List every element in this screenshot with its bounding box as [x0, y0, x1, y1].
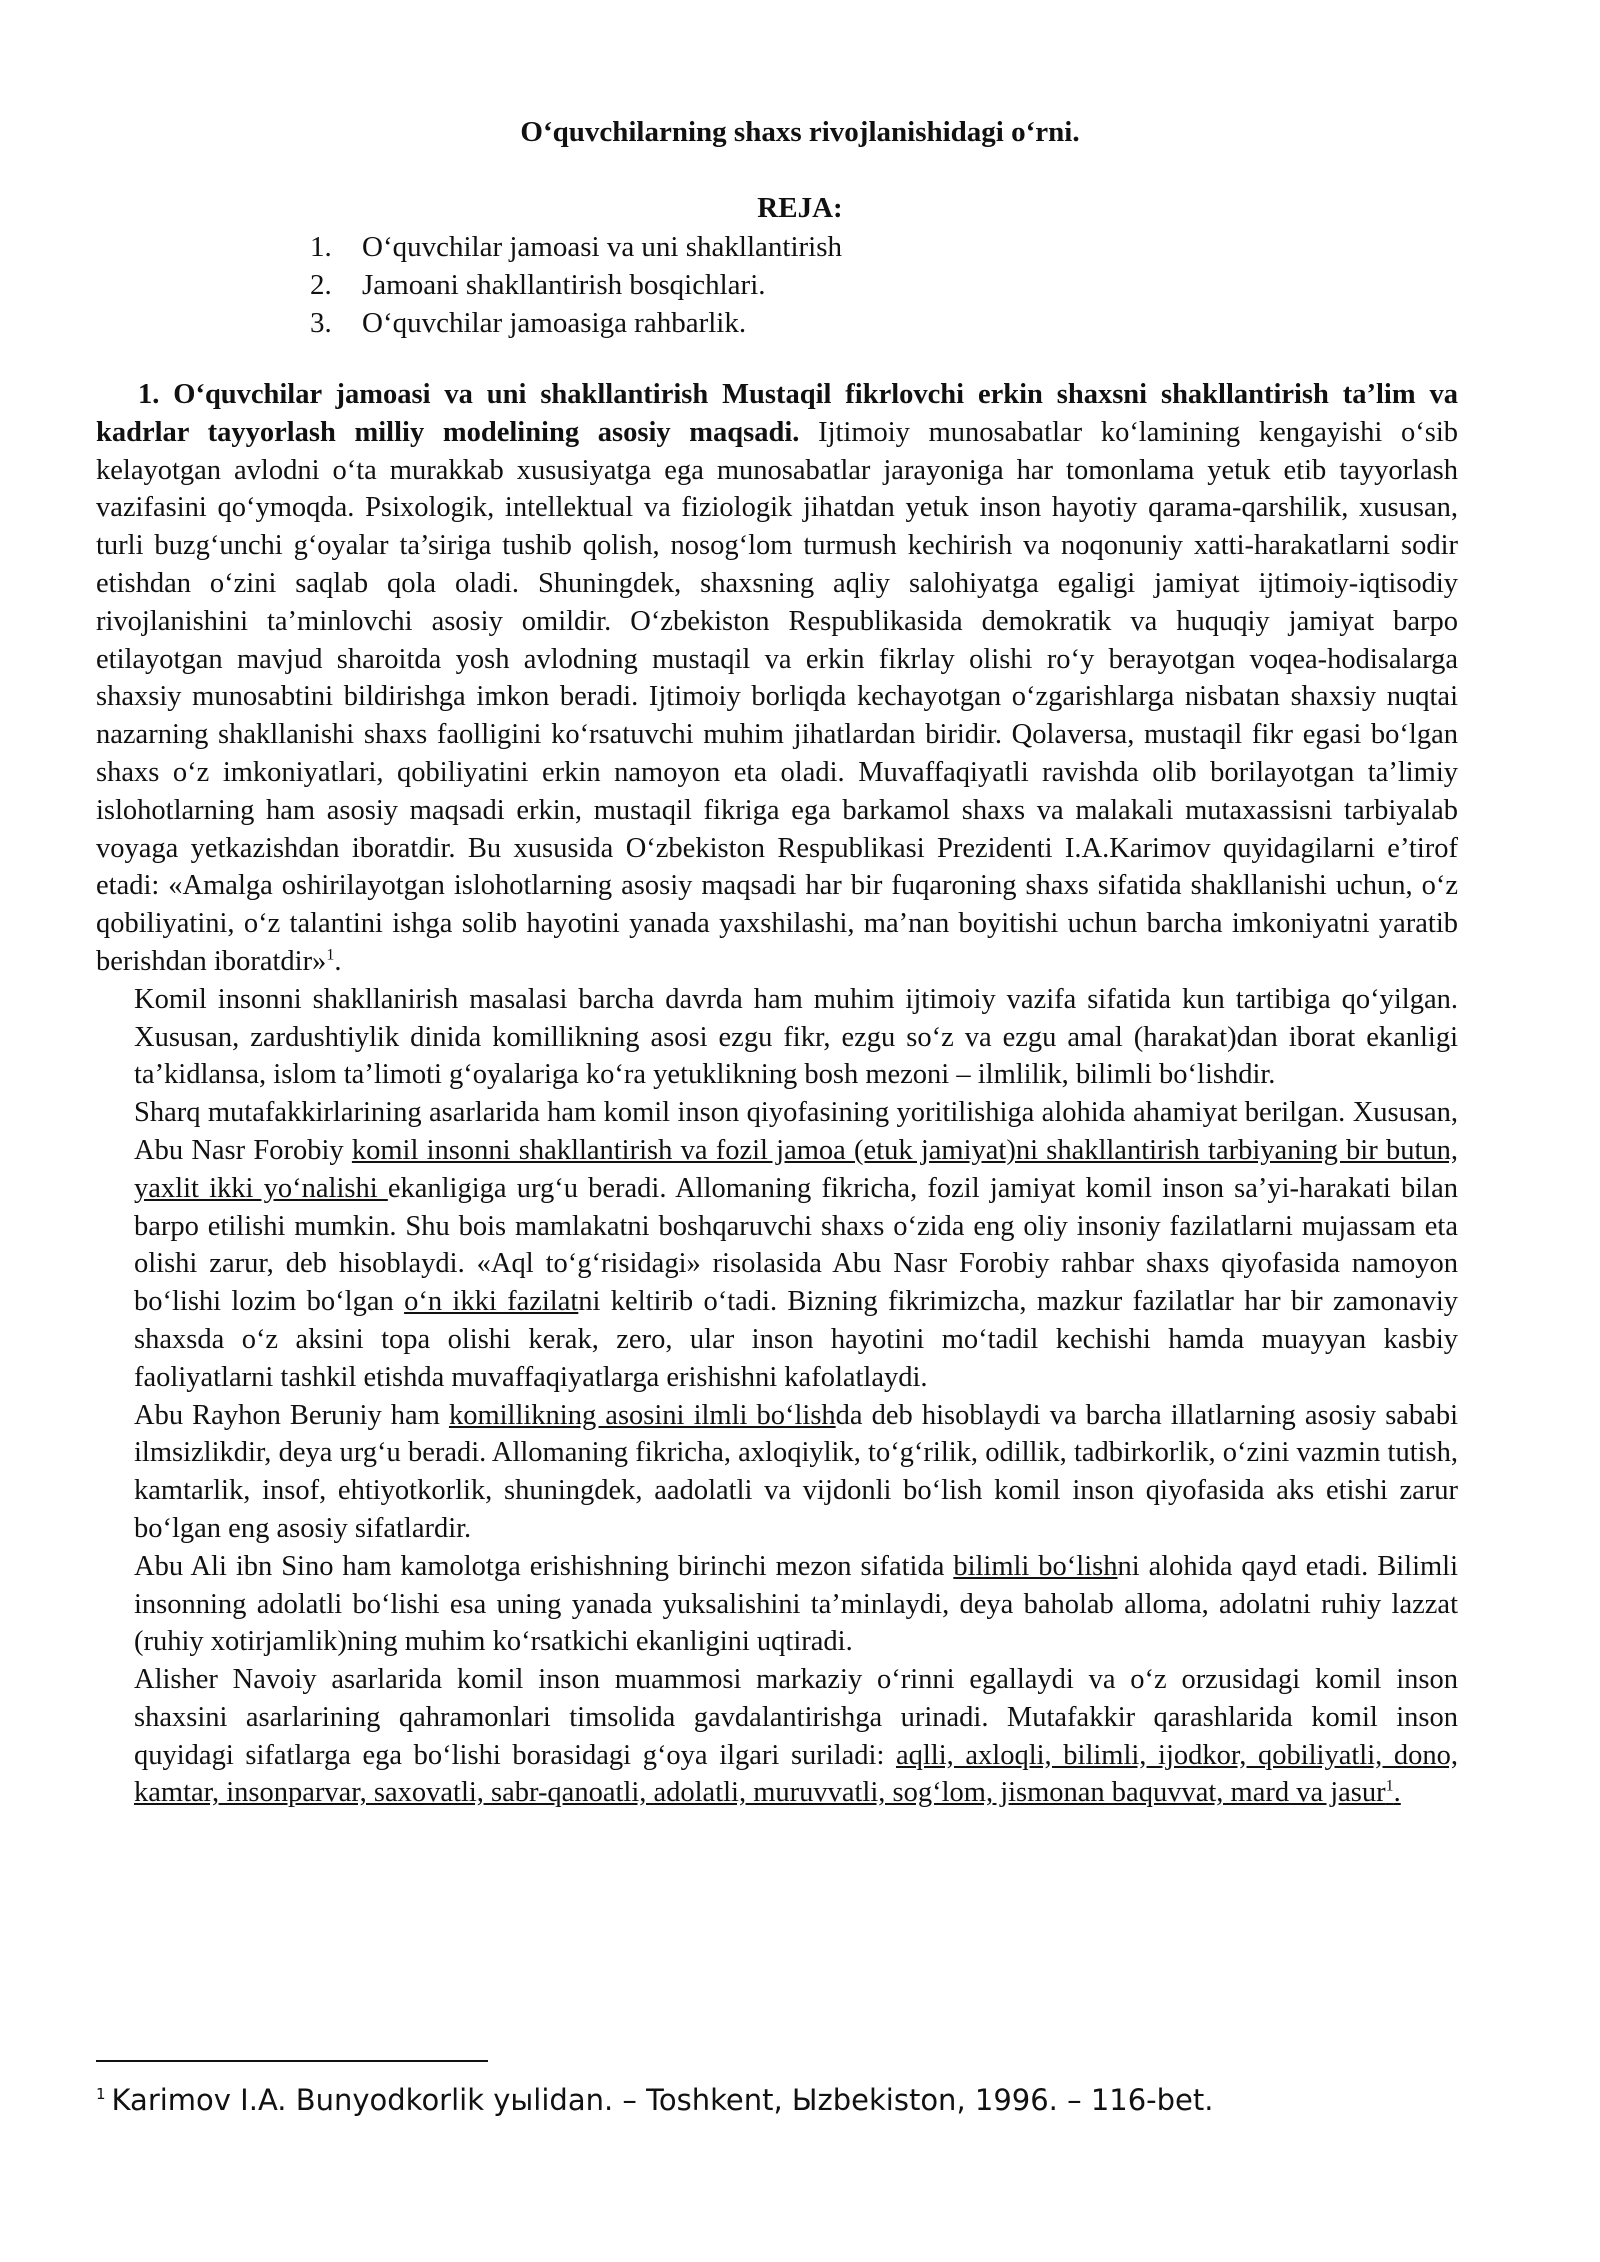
footnote-number: 1: [96, 2085, 106, 2104]
footnote-ref[interactable]: 1: [1385, 1777, 1394, 1795]
underlined-text: komil insonni shakllantirish va fozil jamoa (etuk jamiyat)ni shakllantirish tarbiyaning bir butun, yaxlit ikki yo‘nalishi: [134, 1134, 1458, 1204]
paragraph-navoiy: [96, 1661, 1458, 1812]
plan-item-number: 2.: [310, 269, 332, 301]
paragraph-text: Abu Ali ibn Sino ham kamolotga erishishning birinchi mezon sifatida: [134, 1550, 954, 1582]
plan-item: [310, 304, 842, 342]
plan-list: [310, 228, 842, 342]
paragraph-end: .: [334, 945, 342, 977]
section-heading: 1. O‘quvchilar jamoasi va uni shakllantirish Mustaqil fikrlovchi erkin shaxsni shakllantirish ta’lim va kadrlar tayyorlash milliy modelining asosiy maqsadi.: [96, 379, 1458, 448]
plan-item: [310, 266, 842, 304]
plan-item-text: O‘quvchilar jamoasiga rahbarlik.: [362, 307, 747, 339]
paragraph-komil-inson: Komil insonni shakllanirish masalasi barcha davrda ham muhim ijtimoiy vazifa sifatida kun tartibiga qo‘yilgan. Xususan, zardushtiylik dinida komillikning asosi ezgu fikr, ezgu so‘z va ezgu amal (harakat)dan iborat ekanligi ta’kidlansa, islom ta’limoti g‘oyalariga ko‘ra yetuklikning bosh mezoni – ilmlilik, bilimli bo‘lishdir.: [134, 983, 1458, 1091]
paragraph-text: Alisher Navoiy asarlarida komil inson muammosi markaziy o‘rinni egallaydi va o‘z orzusidagi komil inson shaxsini asarlarining qahramonlari timsolida gavdalantirishga urinadi. Mutafakkir qarashlarida komil inson quyidagi sifatlarga ega bo‘lishi borasidagi g‘oya ilgari suriladi:: [134, 1664, 1458, 1771]
footnote: [96, 2080, 1496, 2120]
plan-item-text: Jamoani shakllantirish bosqichlari.: [362, 269, 766, 301]
underlined-text: bilimli bo‘lish: [953, 1550, 1118, 1582]
plan-item-number: 1.: [310, 231, 332, 263]
underlined-text: komillikning asosini ilmli bo‘lish: [448, 1399, 836, 1431]
footnote-ref[interactable]: 1: [326, 946, 335, 964]
body-text: [96, 376, 1458, 1812]
paragraph-text: da deb hisoblaydi va barcha illatlarning asosiy sababi ilmsizlikdir, deya urg‘u beradi. Allomaning fikricha, axloqiylik, to‘g‘rilik, odillik, tadbirkorlik, o‘zini vazmin tutish, kamtarlik, insof, ehtiyotkorlik, shuningdek, aadolatli va vijdonli bo‘lish komil inson qiyofasida aks etishi zarur bo‘lgan eng asosiy sifatlardir.: [134, 1399, 1458, 1544]
paragraph-intro: [96, 376, 1458, 981]
paragraph-beruniy: [96, 1397, 1458, 1548]
paragraph-text: Ijtimoiy munosabatlar ko‘lamining kengayishi o‘sib kelayotgan avlodni o‘ta murakkab xususiyatga ega munosabatlar jarayoniga har tomonlama yetuk etib tayyorlash vazifasini qo‘ymoqda. Psixologik, intellektual va fiziologik jihatdan yetuk inson hayotiy qarama-qarshilik, xususan, turli buzg‘unchi g‘oyalar ta’siriga tushib qolish, nosog‘lom turmush kechirish va noqonuniy xatti-harakatlarni sodir etishdan o‘zini saqlab qola oladi. Shuningdek, shaxsning aqliy salohiyatga egaligi jamiyat ijtimoiy-iqtisodiy rivojlanishini ta’minlovchi asosiy omildir. O‘zbekiston Respublikasida demokratik va huquqiy jamiyat barpo etilayotgan mavjud sharoitda yosh avlodning mustaqil va erkin fikrlay olishi ro‘y berayotgan voqea-hodisalarga shaxsiy munosabtini bildirishga imkon beradi. Ijtimoiy borliqda kechayotgan o‘zgarishlarga nisbatan shaxsiy nuqtai nazarning shakllanishi shaxs faolligini ko‘rsatuvchi muhim jihatlardan biridir. Qolaversa, mustaqil fikr egasi bo‘lgan shaxs o‘z imkoniyatlari, qobiliyatini erkin namoyon eta oladi. Muvaffaqiyatli ravishda olib borilayotgan ta’limiy islohotlarning ham asosiy maqsadi erkin, mustaqil fikriga ega barkamol shaxs va malakali mutaxassisni tarbiyalab voyaga yetkazishdan iboratdir. Bu xususida O‘zbekiston Respublikasi Prezidenti I.A.Karimov quyidagilarni e’tirof etadi: «Amalga oshirilayotgan islohotlarning asosiy maqsadi har bir fuqaroning shaxs sifatida shakllanishi uchun, o‘z qobiliyatini, o‘z talantini ishga solib hayotini yanada yaxshilashi, ma’nan boyitishi uchun barcha imkoniyatni yaratib berishdan iboratdir»: [96, 416, 1458, 977]
paragraph-text: Abu Rayhon Beruniy ham: [134, 1399, 449, 1431]
underlined-text: o‘n ikki fazilat: [404, 1286, 579, 1318]
paragraph-text: ni alohida qayd etadi. Bilimli insonning adolatli bo‘lishi esa uning yanada yuksalishini ta’minlaydi, deya baholab alloma, adolatni ruhiy lazzat (ruhiy xotirjamlik)ning muhim ko‘rsatkichi ekanligini uqtiradi.: [134, 1550, 1459, 1658]
paragraph-forobiy: [96, 1094, 1458, 1396]
plan-item-number: 3.: [310, 307, 332, 339]
paragraph-end: .: [1393, 1777, 1401, 1809]
paragraph-text: Sharq mutafakkirlarining asarlarida ham komil inson qiyofasining yoritilishiga alohida ahamiyat berilgan. Xususan, Abu Nasr Forobiy: [134, 1097, 1458, 1166]
paragraph-ibn-sino: [96, 1548, 1458, 1661]
plan-item: [310, 228, 842, 266]
plan-item-text: O‘quvchilar jamoasi va uni shakllantirish: [362, 231, 843, 263]
paragraph-text: ekanligiga urg‘u beradi. Allomaning fikricha, fozil jamiyat komil inson sa’yi-harakati bilan barpo etilishi mumkin. Shu bois mamlakatni boshqaruvchi shaxs o‘zida eng oliy insoniy fazilatlarni mujassam eta olishi zarur, deb hisoblaydi. «Aql to‘g‘risidagi» risolasida Abu Nasr Forobiy rahbar shaxs qiyofasida namoyon bo‘lishi lozim bo‘lgan: [134, 1172, 1458, 1318]
footnote-text: Karimov I.A. Bunyodkorlik уыlidan. – Toshkent, Ыzbekiston, 1996. – 116-bet.: [111, 2083, 1214, 2117]
plan-heading: REJA:: [757, 192, 843, 224]
footnote-separator: [96, 2060, 488, 2062]
underlined-list: aqlli, axloqli, bilimli, ijodkor, qobiliyatli, dono, kamtar, insonparvar, saxovatli, sabr-qanoatli, adolatli, muruvvatli, sog‘lom, jismonan baquvvat, mard va jasur: [134, 1739, 1458, 1809]
document-title: O‘quvchilarning shaxs rivojlanishidagi o‘rni.: [520, 116, 1080, 148]
paragraph-text: ni keltirib o‘tadi. Bizning fikrimizcha, mazkur fazilatlar har bir zamonaviy shaxsda o‘z aksini topa olishi kerak, zero, ular inson hayotini mo‘tadil kechishi hamda muayyan kasbiy faoliyatlarni tashkil etishda muvaffaqiyatlarga erishishni kafolatlaydi.: [134, 1286, 1458, 1393]
